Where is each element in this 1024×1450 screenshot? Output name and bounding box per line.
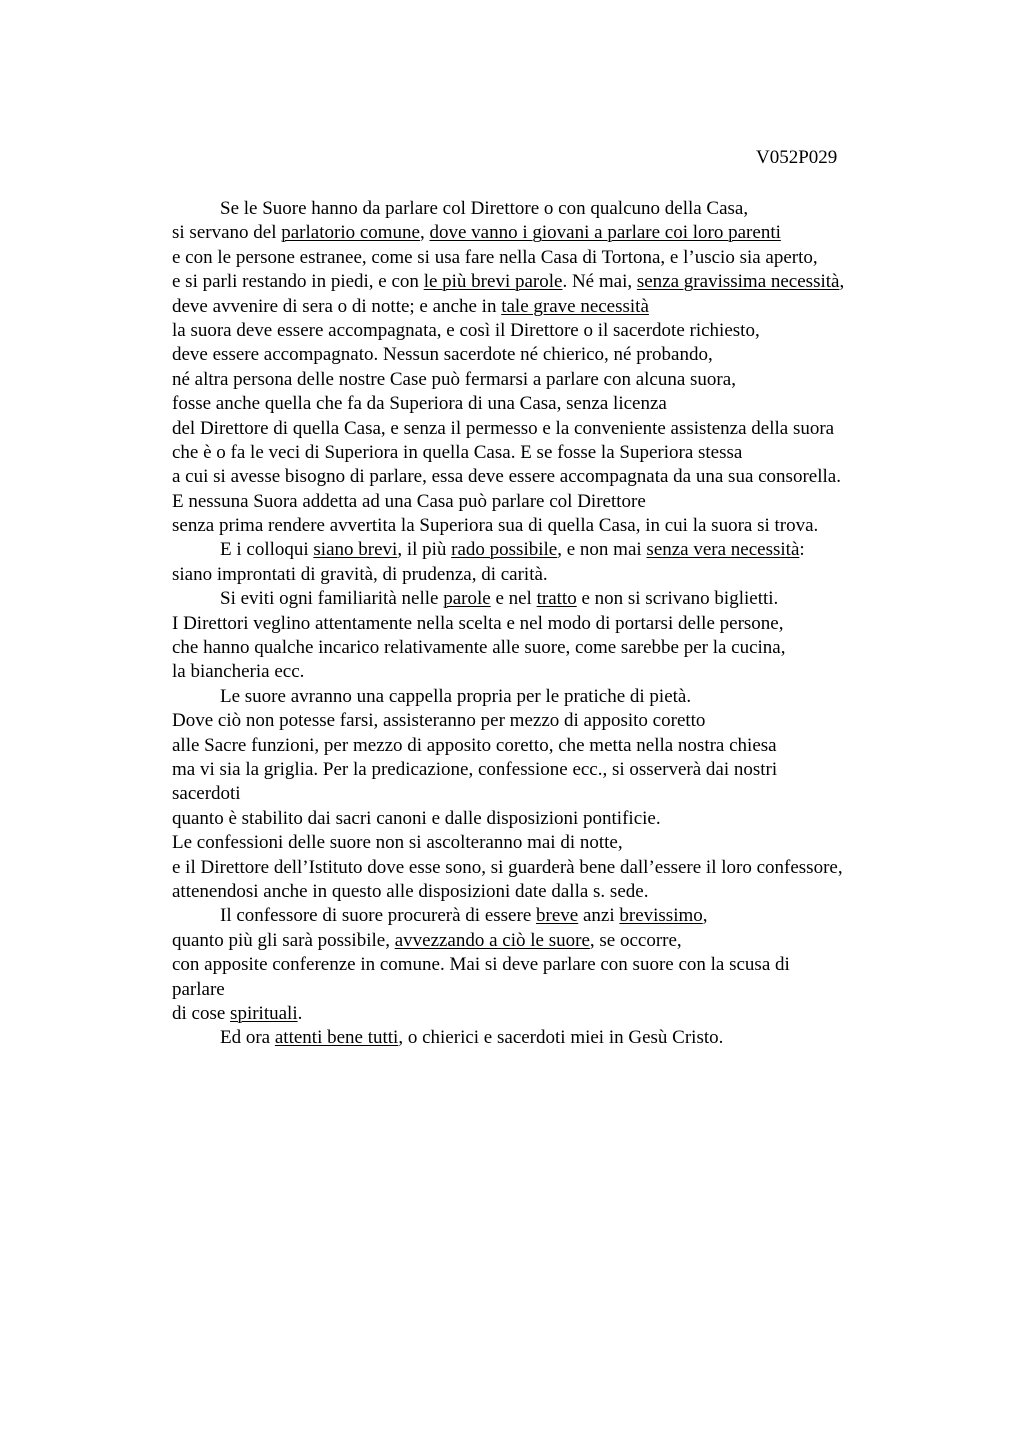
text-segment: , o chierici e sacerdoti miei in Gesù Cristo. — [398, 1027, 724, 1049]
text-segment: e con le persone estranee, come si usa fare nella Casa di Tortona, e l’uscio sia aperto, — [172, 246, 818, 268]
text-segment: , il più — [397, 539, 452, 561]
text-line — [172, 465, 932, 489]
text-segment: sacerdoti — [172, 783, 241, 805]
text-segment: : — [799, 539, 805, 561]
text-segment: attenendosi anche in questo alle disposizioni date dalla s. sede. — [172, 880, 649, 902]
text-line — [172, 709, 932, 733]
text-line — [172, 343, 932, 367]
text-segment: , se occorre, — [589, 929, 682, 951]
text-line — [172, 538, 932, 562]
text-segment: parlare — [172, 978, 225, 1000]
underlined-phrase: senza gravissima necessità — [636, 271, 840, 293]
text-segment: e il Direttore dell’Istituto dove esse sono, si guarderà bene dall’essere il loro confessore, — [172, 856, 843, 878]
text-segment: Se le Suore hanno da parlare col Direttore o con qualcuno della Casa, — [220, 198, 749, 219]
text-segment: alle Sacre funzioni, per mezzo di apposito coretto, che metta nella nostra chiesa — [172, 734, 777, 756]
text-line — [172, 734, 932, 758]
text-segment: del Direttore di quella Casa, e senza il permesso e la conveniente assistenza della suora — [172, 417, 835, 439]
text-segment: e si parli restando in piedi, e con — [172, 271, 424, 293]
text-segment: che hanno qualche incarico relativamente alle suore, come sarebbe per la cucina, — [172, 637, 786, 659]
text-segment: la suora deve essere accompagnata, e così il Direttore o il sacerdote richiesto, — [172, 319, 760, 341]
underlined-phrase: le più brevi parole — [423, 271, 563, 293]
underlined-phrase: tale grave necessità — [501, 295, 649, 317]
underlined-phrase: parole — [443, 588, 491, 610]
text-line — [172, 831, 932, 855]
text-line — [172, 758, 932, 782]
text-segment: . — [297, 1002, 303, 1024]
text-segment: Il confessore di suore procurerà di essere — [220, 905, 537, 927]
text-line — [172, 295, 932, 319]
text-segment: che è o fa le veci di Superiora in quella Casa. E se fosse la Superiora stessa — [172, 441, 743, 463]
text-line — [172, 612, 932, 636]
document-body-text — [172, 197, 932, 1051]
text-line — [172, 685, 932, 709]
text-segment: E i colloqui — [220, 539, 314, 561]
text-segment: a cui si avesse bisogno di parlare, essa deve essere accompagnata da una sua consorella. — [172, 466, 841, 488]
text-line — [172, 880, 932, 904]
text-line — [172, 563, 932, 587]
text-segment: , — [839, 271, 845, 293]
underlined-phrase: attenti bene tutti — [274, 1027, 399, 1049]
underlined-phrase: rado possibile — [451, 539, 558, 561]
text-segment: deve avvenire di sera o di notte; e anche in — [172, 295, 502, 317]
text-segment: si servano del — [172, 222, 282, 244]
underlined-phrase: brevissimo — [619, 905, 703, 927]
text-line — [172, 660, 932, 684]
text-line — [172, 368, 932, 392]
text-segment: quanto più gli sarà possibile, — [172, 929, 395, 951]
text-line — [172, 636, 932, 660]
underlined-phrase: siano brevi — [313, 539, 398, 561]
text-line — [172, 978, 932, 1002]
text-segment: né altra persona delle nostre Case può fermarsi a parlare con alcuna suora, — [172, 368, 736, 390]
text-segment: con apposite conferenze in comune. Mai si deve parlare con suore con la scusa di — [172, 954, 790, 976]
text-line — [172, 246, 932, 270]
text-segment: di cose — [172, 1002, 231, 1024]
text-line — [172, 1002, 932, 1026]
underlined-phrase: breve — [536, 905, 579, 927]
text-line — [172, 953, 932, 977]
text-line — [172, 270, 932, 294]
text-segment: anzi — [578, 905, 620, 927]
text-segment: E nessuna Suora addetta ad una Casa può parlare col Direttore — [172, 490, 646, 512]
text-line — [172, 514, 932, 538]
text-segment: , e non mai — [557, 539, 647, 561]
page-identifier: V052P029 — [756, 147, 838, 168]
text-line — [172, 319, 932, 343]
text-line — [172, 392, 932, 416]
text-line — [172, 221, 932, 245]
underlined-phrase: avvezzando a ciò le suore — [394, 929, 590, 951]
text-segment: senza prima rendere avvertita la Superiora sua di quella Casa, in cui la suora si trova. — [172, 515, 819, 537]
text-segment: Si eviti ogni familiarità nelle — [220, 588, 444, 610]
text-segment: , — [702, 905, 708, 927]
text-segment: fosse anche quella che fa da Superiora di una Casa, senza licenza — [172, 393, 667, 415]
text-segment: e non si scrivano biglietti. — [576, 588, 779, 610]
text-line — [172, 782, 932, 806]
text-segment: quanto è stabilito dai sacri canoni e dalle disposizioni pontificie. — [172, 807, 661, 829]
text-line — [172, 587, 932, 611]
text-line — [172, 197, 932, 221]
text-segment: siano improntati di gravità, di prudenza, di carità. — [172, 563, 548, 585]
underlined-phrase: senza vera necessità — [646, 539, 800, 561]
text-segment: Ed ora — [220, 1027, 275, 1049]
text-segment: deve essere accompagnato. Nessun sacerdote né chierico, né probando, — [172, 344, 713, 366]
underlined-phrase: parlatorio comune — [281, 222, 420, 244]
text-line — [172, 807, 932, 831]
text-segment: , — [420, 222, 430, 244]
text-line — [172, 904, 932, 928]
text-segment: . Né mai, — [562, 271, 637, 293]
text-line — [172, 929, 932, 953]
text-segment: Dove ciò non potesse farsi, assisteranno per mezzo di apposito coretto — [172, 710, 706, 732]
underlined-phrase: spirituali — [230, 1002, 298, 1024]
underlined-phrase: tratto — [536, 588, 577, 610]
text-line — [172, 490, 932, 514]
text-segment: e nel — [490, 588, 537, 610]
text-segment: la biancheria ecc. — [172, 661, 305, 683]
text-line — [172, 441, 932, 465]
text-line — [172, 417, 932, 441]
underlined-phrase: dove vanno i giovani a parlare coi loro parenti — [429, 222, 781, 244]
text-segment: Le confessioni delle suore non si ascolteranno mai di notte, — [172, 832, 623, 854]
text-segment: ma vi sia la griglia. Per la predicazione, confessione ecc., si osserverà dai nostri — [172, 758, 778, 780]
text-segment: Le suore avranno una cappella propria per le pratiche di pietà. — [220, 685, 692, 707]
text-line — [172, 1026, 932, 1050]
text-segment: I Direttori veglino attentamente nella scelta e nel modo di portarsi delle persone, — [172, 612, 784, 634]
text-line — [172, 856, 932, 880]
